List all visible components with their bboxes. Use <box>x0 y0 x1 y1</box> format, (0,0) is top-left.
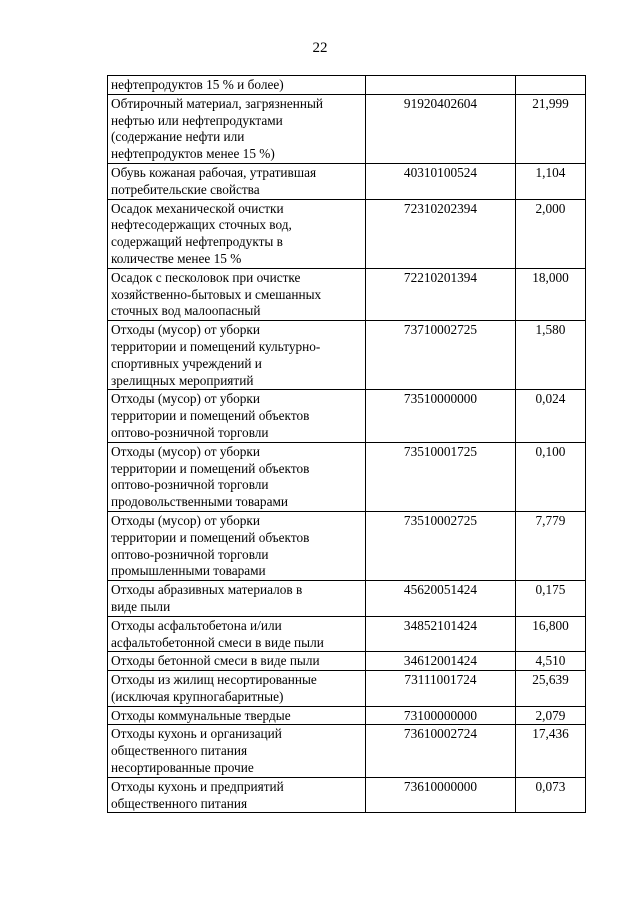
waste-name-cell <box>108 199 366 268</box>
waste-name-line: Отходы абразивных материалов в <box>111 582 303 598</box>
waste-mass-cell: 25,639 <box>516 671 586 707</box>
waste-name-line: нефтепродуктов 15 % и более) <box>111 77 284 92</box>
waste-mass-cell: 16,800 <box>516 616 586 652</box>
fkko-code-cell: 34612001424 <box>366 652 516 671</box>
waste-mass-cell: 2,079 <box>516 706 586 725</box>
waste-name-cell <box>108 581 366 617</box>
waste-name-line: Осадок механической очистки <box>111 200 284 216</box>
waste-name-cell <box>108 163 366 199</box>
fkko-code-cell <box>366 76 516 95</box>
table-row <box>108 652 586 671</box>
waste-name-line: оптово-розничной торговли <box>111 546 269 562</box>
waste-name-line: Отходы (мусор) от уборки <box>111 443 261 459</box>
fkko-code-cell: 73510000000 <box>366 390 516 442</box>
table-row <box>108 76 586 95</box>
waste-name-line: Отходы кухонь и организаций <box>111 726 282 742</box>
waste-name-cell <box>108 511 366 580</box>
table-row <box>108 163 586 199</box>
waste-name-line: промышленными товарами <box>111 563 266 579</box>
table-row <box>108 581 586 617</box>
table-row <box>108 511 586 580</box>
waste-name-line: Обтирочный материал, загрязненный <box>111 95 324 111</box>
waste-mass-cell: 1,580 <box>516 321 586 390</box>
waste-name-line: Отходы кухонь и предприятий <box>111 778 284 794</box>
table-row <box>108 268 586 320</box>
waste-name-line: нефтью или нефтепродуктами <box>111 112 283 128</box>
table-row <box>108 706 586 725</box>
waste-name-line: оптово-розничной торговли <box>111 477 269 493</box>
waste-mass-cell: 17,436 <box>516 725 586 777</box>
table-row <box>108 94 586 163</box>
table-row <box>108 321 586 390</box>
waste-name-cell <box>108 706 366 725</box>
fkko-code-cell: 72310202394 <box>366 199 516 268</box>
waste-name-line: общественного питания <box>111 743 248 759</box>
waste-name-line: нефтесодержащих сточных вод, <box>111 217 292 233</box>
waste-name-cell <box>108 777 366 813</box>
waste-name-line: Отходы коммунальные твердые <box>111 707 291 723</box>
fkko-code-cell: 73610000000 <box>366 777 516 813</box>
waste-name-cell <box>108 94 366 163</box>
waste-name-line: нефтепродуктов менее 15 %) <box>111 146 275 162</box>
waste-mass-cell <box>516 76 586 95</box>
waste-name-line: количестве менее 15 % <box>111 250 242 266</box>
waste-name-line: Отходы бетонной смеси в виде пыли <box>111 653 320 669</box>
fkko-code-cell: 40310100524 <box>366 163 516 199</box>
waste-name-line: территории и помещений культурно- <box>111 338 321 354</box>
fkko-code-cell: 73510002725 <box>366 511 516 580</box>
waste-name-line: асфальтобетонной смеси в виде пыли <box>111 634 324 650</box>
fkko-code-cell: 73111001724 <box>366 671 516 707</box>
table-row <box>108 777 586 813</box>
waste-name-line: территории и помещений объектов <box>111 529 310 545</box>
waste-mass-cell: 4,510 <box>516 652 586 671</box>
table-row <box>108 671 586 707</box>
fkko-code-cell: 73610002724 <box>366 725 516 777</box>
waste-name-cell <box>108 671 366 707</box>
waste-name-line: спортивных учреждений и <box>111 355 262 371</box>
waste-name-line: хозяйственно-бытовых и смешанных <box>111 286 322 302</box>
waste-mass-cell: 0,175 <box>516 581 586 617</box>
waste-name-line: зрелищных мероприятий <box>111 372 254 388</box>
waste-name-line: Отходы (мусор) от уборки <box>111 322 261 338</box>
fkko-code-cell: 72210201394 <box>366 268 516 320</box>
waste-name-line: Отходы (мусор) от уборки <box>111 512 261 528</box>
waste-name-line: территории и помещений объектов <box>111 460 310 476</box>
waste-mass-cell: 18,000 <box>516 268 586 320</box>
waste-name-cell <box>108 652 366 671</box>
waste-name-cell <box>108 725 366 777</box>
waste-name-cell <box>108 321 366 390</box>
waste-name-line: Отходы из жилищ несортированные <box>111 672 317 688</box>
table-row <box>108 442 586 511</box>
page-number: 22 <box>312 40 328 56</box>
fkko-code-cell: 45620051424 <box>366 581 516 617</box>
waste-name-line: общественного питания <box>111 795 248 811</box>
waste-mass-cell: 1,104 <box>516 163 586 199</box>
waste-name-line: продовольственными товарами <box>111 494 289 510</box>
table-row <box>108 390 586 442</box>
waste-name-cell <box>108 390 366 442</box>
waste-name-line: Осадок с песколовок при очистке <box>111 269 301 285</box>
fkko-code-cell: 34852101424 <box>366 616 516 652</box>
waste-mass-cell: 2,000 <box>516 199 586 268</box>
waste-name-line: территории и помещений объектов <box>111 408 310 424</box>
fkko-code-cell: 73710002725 <box>366 321 516 390</box>
waste-name-line: оптово-розничной торговли <box>111 424 269 440</box>
waste-name-line: (содержание нефти или <box>111 129 245 145</box>
waste-name-line: несортированные прочие <box>111 760 254 776</box>
table-row <box>108 199 586 268</box>
waste-name-cell <box>108 268 366 320</box>
waste-name-cell <box>108 616 366 652</box>
waste-name-line: (исключая крупногабаритные) <box>111 688 284 704</box>
waste-name-line: Отходы асфальтобетона и/или <box>111 617 282 633</box>
fkko-code-cell: 73100000000 <box>366 706 516 725</box>
waste-name-line: виде пыли <box>111 598 171 614</box>
waste-name-line: потребительские свойства <box>111 181 260 197</box>
waste-name-line: Отходы (мусор) от уборки <box>111 391 261 407</box>
waste-mass-cell: 7,779 <box>516 511 586 580</box>
waste-name-line: Обувь кожаная рабочая, утратившая <box>111 164 317 180</box>
waste-name-cell <box>108 442 366 511</box>
waste-mass-cell: 21,999 <box>516 94 586 163</box>
table-row <box>108 725 586 777</box>
waste-name-line: сточных вод малоопасный <box>111 303 261 319</box>
table-row <box>108 616 586 652</box>
fkko-code-cell: 73510001725 <box>366 442 516 511</box>
waste-mass-cell: 0,073 <box>516 777 586 813</box>
waste-mass-cell: 0,024 <box>516 390 586 442</box>
waste-mass-cell: 0,100 <box>516 442 586 511</box>
waste-table-body <box>108 76 586 813</box>
fkko-code-cell: 91920402604 <box>366 94 516 163</box>
waste-name-line: содержащий нефтепродукты в <box>111 234 283 250</box>
waste-table <box>107 75 586 813</box>
waste-name-cell <box>108 76 366 95</box>
